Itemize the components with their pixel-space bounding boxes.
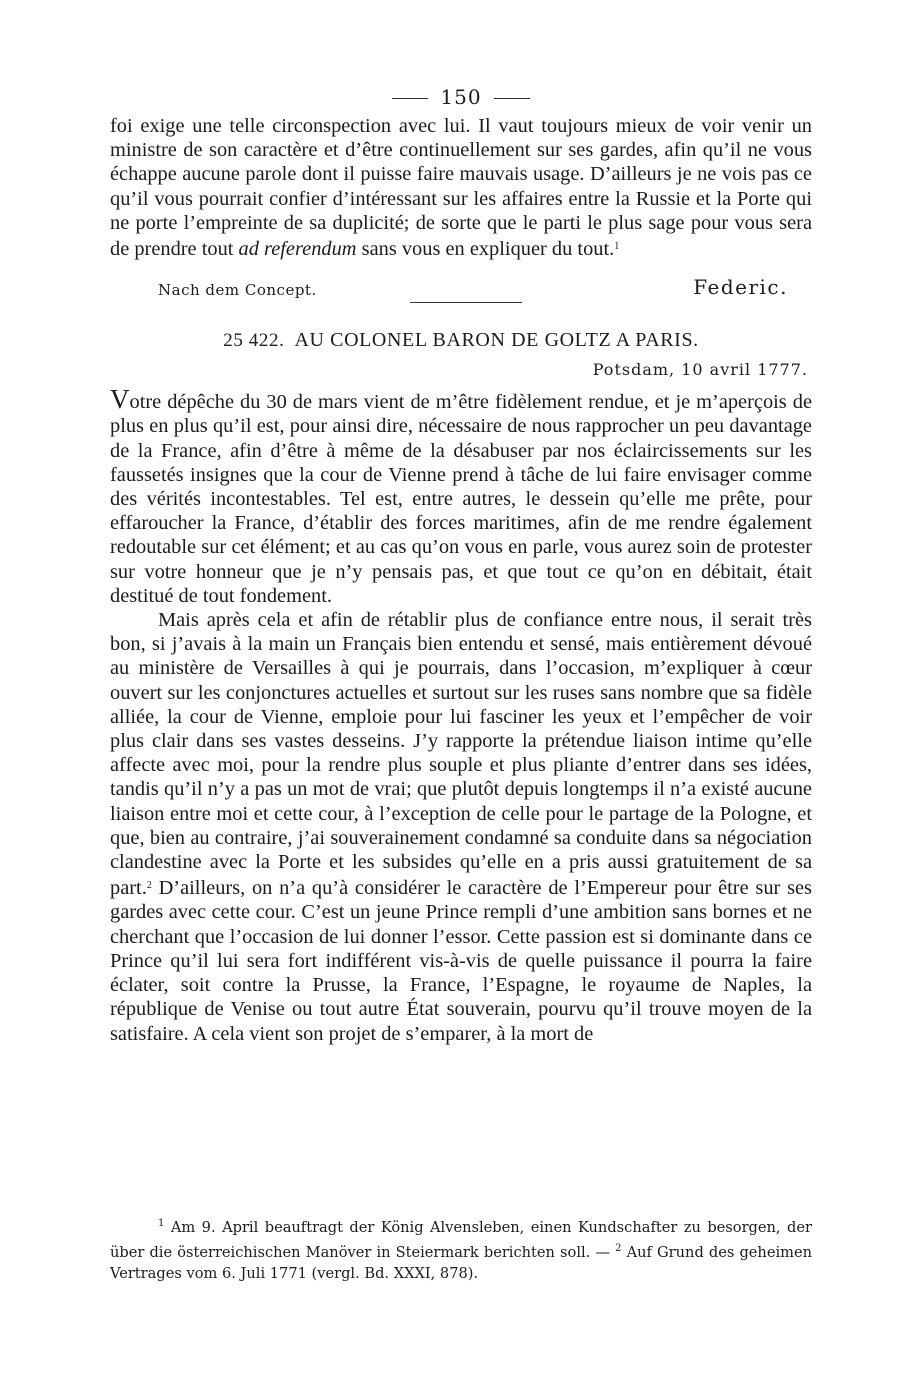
page-header: [110, 80, 812, 114]
letter-number: 25 422.: [223, 330, 285, 352]
paragraph-1: [110, 384, 812, 608]
prev-text: foi exige une telle circonspection avec lui. Il vaut toujours mieux de voir venir un ministre de son caractère et d’être continuellement sur ses gardes, afin qu’il ne vous échappe aucune parole dont il puisse faire mauvais usage. D’ailleurs je ne vois pas ce qu’il vous pourrait confier d’intéressant sur les affaires entre la Russie et la Porte qui ne porte l’empreinte de sa duplicité; de sorte que le parti le plus sage pour vous sera de prendre tout: [110, 115, 812, 261]
paragraph-1-text: otre dépêche du 30 de mars vient de m’être fidèlement rendue, et je m’aperçois de plus en plus qu’il est, pour ainsi dire, nécessaire de nous rapprocher un peu davantage de la France, afin d’être à même de la désabuser par nos éclaircissements sur les faussetés insignes que la cour de Vienne prend à tâche de lui faire envisager comme des vérités incontestables. Tel est, entre autres, le dessein qu’elle me prête, pour effaroucher la France, d’établir des forces maritimes, afin de me rendre également redoutable sur cet élément; et au cas qu’on vous en parle, vous aurez soin de protester sur votre honneur que je n’y pensais pas, et que tout ce qu’on en débitait, était destitué de tout fondement.: [110, 391, 812, 607]
footnote-1-text: Am 9. April beauftragt der König Alvensleben, einen Kundschafter zu besorgen, der über die österreichischen Manöver in Steiermark berichten soll. —: [110, 1219, 812, 1261]
signature: Federic.: [693, 275, 788, 300]
letter-heading: [110, 329, 812, 352]
source-note: Nach dem Concept.: [158, 281, 317, 300]
footnotes: [110, 1213, 812, 1284]
footnote-1-mark: 1: [158, 1218, 165, 1229]
paragraph-2-text: Mais après cela et afin de rétablir plus de confiance entre nous, il serait très bon, si j’avais à la main un Français bien entendu et sensé, mais entièrement dévoué au ministère de Versailles à qui je pourrais, dans l’occasion, m’expliquer à cœur ouvert sur les conjonctures actuelles et surtout sur les ruses sans nombre que sa fidèle alliée, la cour de Vienne, emploie pour lui fasciner les yeux et l’empêcher de voir plus clair dans ses vastes desseins. J’y rapporte la prétendue liaison intime qu’elle affecte avec moi, pour la rendre plus souple et plus pliante d’entrer dans ses idées, tandis qu’il n’y a pas un mot de vrai; que plutôt depuis longtemps il n’a existé aucune liaison entre moi et cette cour, à l’exception de celle pour le partage de la Pologne, et que, bien au contraire, j’ai souverainement condamné sa conduite dans sa négociation clandestine avec la Porte et les subsides qu’elle en a pris aussi gratuitement de sa part.: [110, 609, 812, 900]
header-rule-left: [392, 98, 428, 99]
separator-rule: [410, 302, 522, 303]
footnote-ref-2: 2: [146, 880, 152, 892]
header-rule-right: [494, 98, 530, 99]
page-number: 150: [440, 85, 482, 109]
letter-body: [110, 384, 812, 1045]
footnote-block: [110, 1213, 812, 1284]
paragraph-2: [110, 608, 812, 1046]
signature-row: [110, 275, 812, 325]
previous-letter-ending: [110, 114, 812, 261]
prev-italic: ad referendum: [238, 238, 357, 261]
place-date: Potsdam, 10 avril 1777.: [592, 360, 808, 380]
page-body: [110, 80, 812, 1046]
footnote-2-text: Auf Grund des geheimen Vertrages vom 6. Juli 1771 (vergl. Bd. XXXI, 878).: [110, 1244, 813, 1282]
initial-letter: V: [110, 384, 130, 415]
footnote-2-mark: 2: [615, 1243, 622, 1254]
letter-title: AU COLONEL BARON DE GOLTZ A PARIS.: [294, 329, 699, 352]
prev-tail: sans vous en expliquer du tout.: [361, 238, 615, 261]
footnote-ref-1: 1: [614, 241, 620, 253]
paragraph-2-tail: D’ailleurs, on n’a qu’à considérer le caractère de l’Empereur pour être sur ses gardes avec cette cour. C’est un jeune Prince rempli d’une ambition sans bornes et ne cherchant que l’occasion de lui donner l’essor. Cette passion est si dominante dans ce Prince qu’il lui sera fort indifférent vis-à-vis de quelle puissance il pourra la faire éclater, soit contre la Prusse, la France, l’Espagne, le royaume de Naples, la république de Venise ou tout autre État souverain, pourvu qu’il trouve moyen de la satisfaire. A cela vient son projet de s’emparer, à la mort de: [110, 877, 812, 1045]
